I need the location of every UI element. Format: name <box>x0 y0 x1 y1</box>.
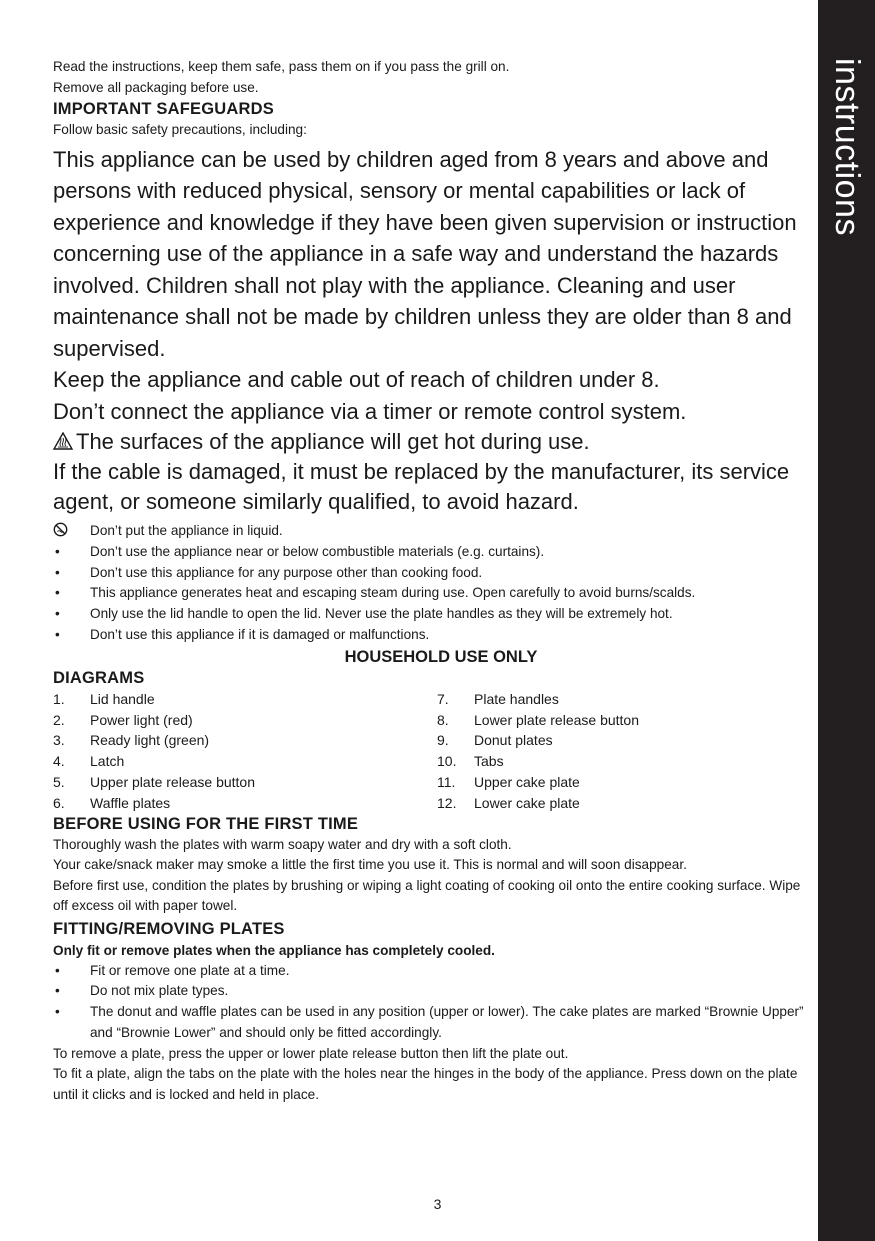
list-item: 8. Lower plate release button <box>437 711 639 728</box>
safety-bullet-list <box>53 521 809 646</box>
household-use-only: HOUSEHOLD USE ONLY <box>344 647 538 666</box>
list-item: 6. Waffle plates <box>53 794 171 811</box>
safeguards-paragraph: This appliance can be used by children aged from 8 years and above and persons with reduced physical, sensory or mental capabilities or lack of experience and knowledge if they have been given supervision or instruction concerning use of the appliance in a safe way and understand the hazards involved. Children shall not play with the appliance. Cleaning and user maintenance shall not be made by children unless they are older than 8 and supervised. <box>53 146 797 361</box>
children-line: Keep the appliance and cable out of reach of children under 8. <box>53 367 660 392</box>
diagrams-heading: DIAGRAMS <box>53 668 145 687</box>
page-content <box>53 57 809 1105</box>
list-item: 1. Lid handle <box>53 690 155 707</box>
intro-line: Remove all packaging before use. <box>53 79 259 95</box>
hot-surface-text: The surfaces of the appliance will get hot during use. <box>76 429 590 454</box>
list-item: Don’t put the appliance in liquid. <box>53 521 809 542</box>
first-time-paragraph: Before first use, condition the plates by brushing or wiping a light coating of cooking oil onto the entire cooking surface. Wipe off excess oil with paper towel. <box>53 877 801 914</box>
list-item: 10. Tabs <box>437 753 504 770</box>
plates-heading: FITTING/REMOVING PLATES <box>53 919 285 938</box>
cable-line: If the cable is damaged, it must be replaced by the manufacturer, its service agent, or someone similarly qualified, to avoid hazard. <box>53 459 790 514</box>
diagram-column-right <box>437 689 809 814</box>
hot-surface-line <box>53 427 809 457</box>
list-item: 11. Upper cake plate <box>437 773 580 790</box>
plates-bold-note: Only fit or remove plates when the appliance has completely cooled. <box>53 942 495 958</box>
first-time-heading: BEFORE USING FOR THE FIRST TIME <box>53 814 359 833</box>
list-item: • The donut and waffle plates can be used in any position (upper or lower). The cake plates are marked “Brownie Upper” and “Brownie Lower” and should only be fitted accordingly. <box>55 1004 804 1040</box>
list-item: • Do not mix plate types. <box>55 983 229 999</box>
list-item: • Only use the lid handle to open the lid. Never use the plate handles as they will be extremely hot. <box>55 606 673 622</box>
list-item: • Don’t use this appliance for any purpose other than cooking food. <box>55 564 483 580</box>
list-item: 4. Latch <box>53 753 125 770</box>
list-item: 5. Upper plate release button <box>53 773 255 790</box>
diagram-parts-list <box>53 689 809 814</box>
list-item: 3. Ready light (green) <box>53 732 210 749</box>
list-item: 9. Donut plates <box>437 732 553 749</box>
no-immersion-icon <box>53 521 69 542</box>
timer-line: Don’t connect the appliance via a timer or remote control system. <box>53 398 687 424</box>
plates-bullet-list <box>53 961 809 1044</box>
list-item: • This appliance generates heat and escaping steam during use. Open carefully to avoid burns/scalds. <box>55 585 696 601</box>
remove-plate-paragraph: To remove a plate, press the upper or lower plate release button then lift the plate out. <box>53 1045 569 1061</box>
safeguards-subheading: Follow basic safety precautions, including: <box>53 122 307 137</box>
first-time-paragraph: Thoroughly wash the plates with warm soapy water and dry with a soft cloth. <box>53 836 512 852</box>
list-item: • Don’t use this appliance if it is damaged or malfunctions. <box>55 626 430 642</box>
fit-plate-paragraph: To fit a plate, align the tabs on the plate with the holes near the hinges in the body of the appliance. Press down on the plate until it clicks and is locked and held in place. <box>53 1066 798 1102</box>
list-item: 12. Lower cake plate <box>437 794 580 811</box>
diagram-column-left <box>53 689 437 814</box>
page-number: 3 <box>433 1196 442 1212</box>
list-item: • Don’t use the appliance near or below combustible materials (e.g. curtains). <box>55 543 545 559</box>
list-item: • Fit or remove one plate at a time. <box>55 962 290 978</box>
intro-line: Read the instructions, keep them safe, pass them on if you pass the grill on. <box>53 59 510 74</box>
safeguards-heading: IMPORTANT SAFEGUARDS <box>53 100 274 118</box>
hot-surface-warning-icon <box>53 432 73 450</box>
first-time-paragraph: Your cake/snack maker may smoke a little the first time you use it. This is normal and will soon disappear. <box>53 857 687 873</box>
side-tab-label: instructions <box>828 58 866 236</box>
list-item: 7. Plate handles <box>437 690 559 707</box>
list-item: 2. Power light (red) <box>53 711 193 728</box>
